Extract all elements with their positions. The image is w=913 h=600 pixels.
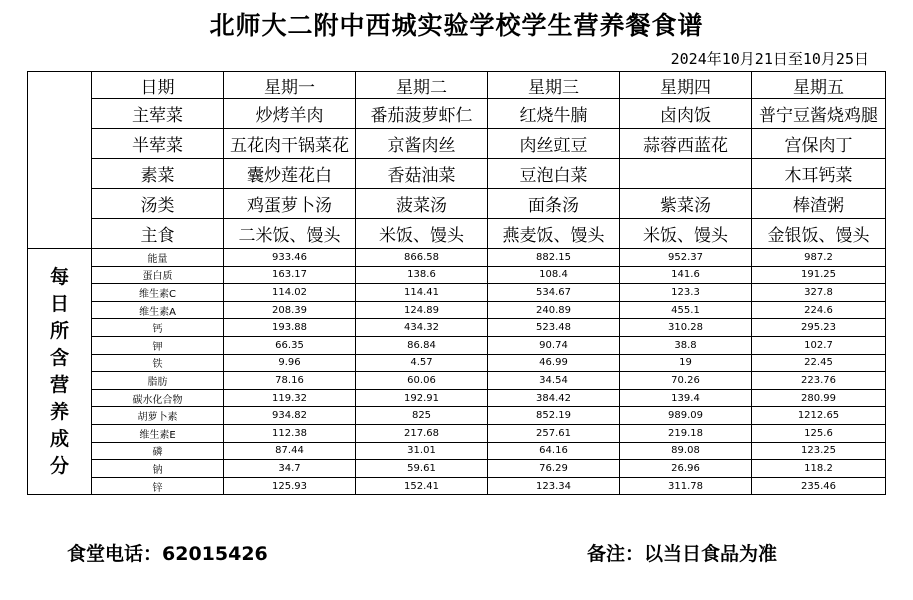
menu-title: 北师大二附中西城实验学校学生营养餐食谱 (209, 11, 704, 40)
nutrient-value: 124.89 (356, 301, 488, 319)
nutrition-label-char: 分 (49, 454, 69, 477)
dish-cell: 紫菜汤 (620, 189, 752, 219)
nutrition-label-char: 营 (49, 373, 69, 396)
nutrient-value: 4.57 (356, 354, 488, 372)
nutrient-value: 66.35 (224, 336, 356, 354)
dish-cell: 香菇油菜 (356, 159, 488, 189)
nutrient-value: 19 (620, 354, 752, 372)
nutrition-row (28, 442, 886, 460)
nutrition-label-char: 每 (49, 265, 69, 288)
date-label: 日期 (92, 72, 224, 99)
nutrient-value: 327.8 (752, 284, 886, 302)
nutrition-row (28, 407, 886, 425)
dish-cell: 木耳钙菜 (752, 159, 886, 189)
dish-category: 素菜 (92, 159, 224, 189)
nutrient-value: 86.84 (356, 336, 488, 354)
nutrient-name: 碳水化合物 (92, 389, 224, 407)
nutrient-value: 123.3 (620, 284, 752, 302)
dish-cell: 面条汤 (488, 189, 620, 219)
day-header: 星期三 (488, 72, 620, 99)
menu-table (27, 71, 886, 495)
nutrient-value: 114.41 (356, 284, 488, 302)
nutrient-value: 163.17 (224, 266, 356, 284)
nutrient-value: 76.29 (488, 460, 620, 478)
nutrient-value: 34.7 (224, 460, 356, 478)
dish-cell: 豆泡白菜 (488, 159, 620, 189)
nutrient-value: 882.15 (488, 249, 620, 267)
nutrient-value: 125.93 (224, 477, 356, 495)
nutrient-value: 191.25 (752, 266, 886, 284)
day-header: 星期一 (224, 72, 356, 99)
nutrient-value: 90.74 (488, 336, 620, 354)
dish-cell: 炒烤羊肉 (224, 99, 356, 129)
dish-category: 半荤菜 (92, 129, 224, 159)
nutrient-value: 89.08 (620, 442, 752, 460)
nutrition-row (28, 249, 886, 267)
nutrient-name: 钾 (92, 336, 224, 354)
nutrient-name: 能量 (92, 249, 224, 267)
nutrient-name: 钠 (92, 460, 224, 478)
nutrient-value: 235.46 (752, 477, 886, 495)
dish-cell: 蒜蓉西蓝花 (620, 129, 752, 159)
dish-cell: 燕麦饭、馒头 (488, 219, 620, 249)
nutrient-value: 852.19 (488, 407, 620, 425)
dish-category: 汤类 (92, 189, 224, 219)
nutrient-value: 224.6 (752, 301, 886, 319)
nutrient-name: 铁 (92, 354, 224, 372)
nutrition-label-char: 日 (49, 292, 69, 315)
nutrient-name: 蛋白质 (92, 266, 224, 284)
nutrient-value: 208.39 (224, 301, 356, 319)
nutrition-row (28, 354, 886, 372)
nutrient-value: 933.46 (224, 249, 356, 267)
nutrient-value: 310.28 (620, 319, 752, 337)
nutrient-value: 118.2 (752, 460, 886, 478)
day-header: 星期五 (752, 72, 886, 99)
nutrient-value: 114.02 (224, 284, 356, 302)
nutrient-value: 311.78 (620, 477, 752, 495)
nutrient-value: 217.68 (356, 424, 488, 442)
nutrition-row (28, 424, 886, 442)
nutrient-value: 295.23 (752, 319, 886, 337)
dish-cell: 卤肉饭 (620, 99, 752, 129)
nutrition-row (28, 319, 886, 337)
nutrient-value: 139.4 (620, 389, 752, 407)
nutrient-value: 9.96 (224, 354, 356, 372)
nutrient-value: 240.89 (488, 301, 620, 319)
dish-row (28, 189, 886, 219)
nutrient-value: 138.6 (356, 266, 488, 284)
nutrient-value: 38.8 (620, 336, 752, 354)
nutrient-value: 987.2 (752, 249, 886, 267)
nutrient-value: 866.58 (356, 249, 488, 267)
nutrient-value: 989.09 (620, 407, 752, 425)
nutrition-label-char: 成 (49, 427, 69, 450)
nutrient-name: 胡萝卜素 (92, 407, 224, 425)
dish-cell: 菠菜汤 (356, 189, 488, 219)
nutrient-value: 825 (356, 407, 488, 425)
nutrient-value: 60.06 (356, 372, 488, 390)
nutrition-row (28, 372, 886, 390)
dish-cell: 京酱肉丝 (356, 129, 488, 159)
nutrient-value: 31.01 (356, 442, 488, 460)
nutrient-name: 维生素A (92, 301, 224, 319)
nutrient-value: 46.99 (488, 354, 620, 372)
nutrient-value: 34.54 (488, 372, 620, 390)
dish-category: 主食 (92, 219, 224, 249)
nutrition-row (28, 460, 886, 478)
dish-cell: 金银饭、馒头 (752, 219, 886, 249)
menu-side-cell (28, 72, 92, 249)
nutrient-value: 934.82 (224, 407, 356, 425)
dish-cell: 囊炒莲花白 (224, 159, 356, 189)
nutrient-value: 59.61 (356, 460, 488, 478)
nutrient-value: 78.16 (224, 372, 356, 390)
nutrient-name: 钙 (92, 319, 224, 337)
dish-cell: 肉丝豇豆 (488, 129, 620, 159)
nutrient-value: 22.45 (752, 354, 886, 372)
dish-cell: 鸡蛋萝卜汤 (224, 189, 356, 219)
nutrient-value: 112.38 (224, 424, 356, 442)
nutrition-row (28, 477, 886, 495)
date-range: 2024年10月21日至10月25日 (670, 50, 869, 68)
nutrition-label-char: 养 (49, 400, 69, 423)
footer-note: 备注：以当日食品为准 (587, 543, 778, 565)
dish-row (28, 159, 886, 189)
canteen-phone: 食堂电话：62015426 (67, 543, 268, 565)
nutrient-value: 119.32 (224, 389, 356, 407)
nutrient-name: 磷 (92, 442, 224, 460)
nutrient-value: 64.16 (488, 442, 620, 460)
nutrient-name: 维生素E (92, 424, 224, 442)
nutrient-value: 384.42 (488, 389, 620, 407)
dish-cell (620, 159, 752, 189)
nutrient-value: 534.67 (488, 284, 620, 302)
nutrition-row (28, 284, 886, 302)
dish-cell: 红烧牛腩 (488, 99, 620, 129)
nutrition-label-char: 所 (49, 319, 69, 342)
nutrient-value: 152.41 (356, 477, 488, 495)
dish-cell: 番茄菠萝虾仁 (356, 99, 488, 129)
nutrient-name: 脂肪 (92, 372, 224, 390)
dish-cell: 普宁豆酱烧鸡腿 (752, 99, 886, 129)
nutrition-row (28, 301, 886, 319)
nutrient-value: 523.48 (488, 319, 620, 337)
nutrient-value: 102.7 (752, 336, 886, 354)
nutrient-value: 192.91 (356, 389, 488, 407)
nutrient-name: 锌 (92, 477, 224, 495)
nutrient-value: 434.32 (356, 319, 488, 337)
nutrition-row (28, 389, 886, 407)
nutrient-value: 280.99 (752, 389, 886, 407)
dish-row (28, 129, 886, 159)
dish-cell: 二米饭、馒头 (224, 219, 356, 249)
day-header: 星期二 (356, 72, 488, 99)
nutrient-value: 123.25 (752, 442, 886, 460)
nutrition-row (28, 266, 886, 284)
dish-cell: 米饭、馒头 (620, 219, 752, 249)
dish-row (28, 219, 886, 249)
dish-category: 主荤菜 (92, 99, 224, 129)
nutrient-value: 257.61 (488, 424, 620, 442)
nutrient-value: 193.88 (224, 319, 356, 337)
nutrient-value: 87.44 (224, 442, 356, 460)
day-header: 星期四 (620, 72, 752, 99)
nutrition-side-label (28, 249, 92, 495)
nutrient-value: 26.96 (620, 460, 752, 478)
nutrient-value: 123.34 (488, 477, 620, 495)
dish-row (28, 99, 886, 129)
nutrition-vertical-label (49, 264, 71, 480)
dish-cell: 五花肉干锅菜花 (224, 129, 356, 159)
nutrient-name: 维生素C (92, 284, 224, 302)
nutrition-label-char: 含 (49, 346, 69, 369)
nutrient-value: 125.6 (752, 424, 886, 442)
nutrient-value: 141.6 (620, 266, 752, 284)
dish-cell: 棒渣粥 (752, 189, 886, 219)
dish-cell: 米饭、馒头 (356, 219, 488, 249)
nutrient-value: 223.76 (752, 372, 886, 390)
header-row (28, 72, 886, 99)
nutrient-value: 108.4 (488, 266, 620, 284)
nutrient-value: 70.26 (620, 372, 752, 390)
nutrient-value: 952.37 (620, 249, 752, 267)
nutrient-value: 219.18 (620, 424, 752, 442)
nutrient-value: 455.1 (620, 301, 752, 319)
dish-cell: 宫保肉丁 (752, 129, 886, 159)
nutrition-row (28, 336, 886, 354)
nutrient-value: 1212.65 (752, 407, 886, 425)
